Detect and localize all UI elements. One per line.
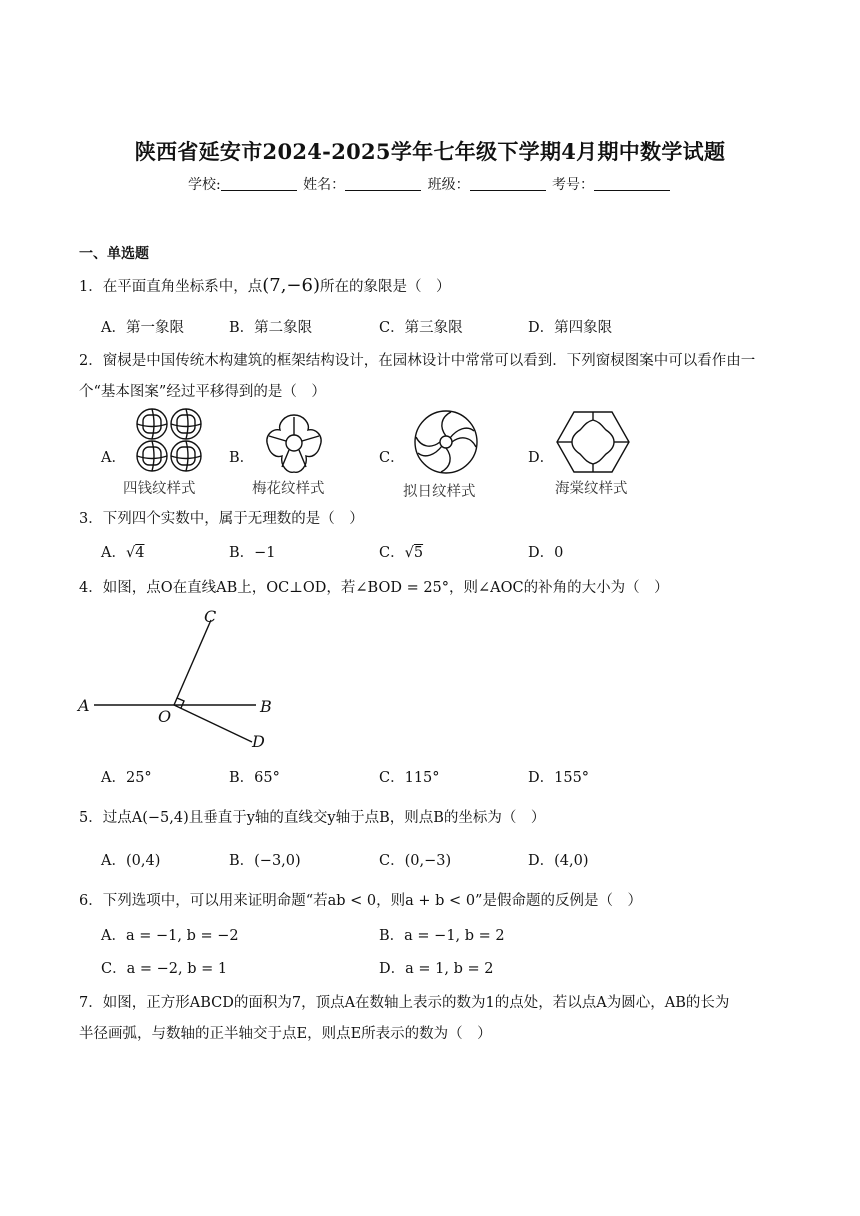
ray-oc	[174, 620, 211, 705]
label-o: O	[158, 707, 172, 726]
label-c: C	[204, 607, 217, 626]
q1-option-c[interactable]: C．第三象限	[379, 320, 463, 336]
name-label: 姓名：	[303, 177, 346, 193]
question-4-stem: 4．如图，点O在直线AB上，OC⊥OD，若∠BOD = 25°，则∠AOC的补角的大小为（ ）	[79, 580, 669, 596]
q2-caption-c: 拟日纹样式	[403, 484, 476, 500]
q3-option-a[interactable]	[101, 541, 144, 562]
question-2-line1: 2．窗棂是中国传统木构建筑的框架结构设计，在园林设计中常常可以看到．下列窗棂图案中可以看作由一	[79, 353, 756, 369]
q3-option-d[interactable]	[528, 541, 563, 562]
page-title: 陕西省延安市2024-2025学年七年级下学期4月期中数学试题	[134, 139, 726, 164]
q5-option-b[interactable]: B．(−3,0)	[229, 853, 301, 869]
q3-option-a-letter: A．	[101, 545, 126, 561]
q6-option-b[interactable]: B．a = −1, b = 2	[379, 928, 505, 944]
q1-option-a[interactable]: A．第一象限	[101, 320, 184, 336]
name-blank	[345, 176, 421, 191]
q1-text-a: 1．在平面直角坐标系中，点	[79, 279, 263, 295]
q3-option-c-value: 5	[413, 545, 424, 561]
section-heading: 一、单选题	[79, 246, 149, 262]
q2-caption-d: 海棠纹样式	[555, 481, 628, 497]
q4-geometry-figure	[76, 604, 276, 754]
label-a: A	[78, 696, 90, 715]
q3-option-b-letter: B．	[229, 545, 255, 561]
q2-caption-b: 梅花纹样式	[252, 481, 325, 497]
sun-like-pattern-icon	[413, 409, 479, 475]
q6-option-a[interactable]: A．a = −1, b = −2	[101, 928, 239, 944]
q4-option-a[interactable]: A．25°	[101, 770, 152, 786]
ray-od	[174, 705, 252, 742]
question-7-line1: 7．如图，正方形ABCD的面积为7，顶点A在数轴上表示的数为1的点处，若以点A为圆心，AB的长为	[79, 995, 730, 1011]
q1-text-b: 所在的象限是（ ）	[320, 279, 451, 295]
sqrt-icon: √	[125, 545, 136, 561]
q3-option-b-value: −1	[254, 545, 276, 561]
q3-option-d-value: 0	[554, 545, 564, 561]
q2-option-b[interactable]: B．	[229, 450, 255, 466]
student-info-line	[0, 174, 860, 194]
q2-caption-a: 四钱纹样式	[123, 481, 196, 497]
q3-option-c[interactable]	[379, 541, 423, 562]
q3-option-a-value: 4	[135, 545, 145, 561]
school-blank	[221, 176, 297, 191]
q4-option-b[interactable]: B．65°	[229, 770, 280, 786]
class-label: 班级：	[427, 177, 470, 193]
four-coins-pattern-icon	[134, 407, 206, 473]
question-6-stem: 6．下列选项中，可以用来证明命题“若ab < 0，则a + b < 0”是假命题的反例是（ ）	[79, 893, 642, 909]
plum-blossom-pattern-icon	[262, 412, 326, 476]
question-7-line2: 半径画弧，与数轴的正半轴交于点E，则点E所表示的数为（ ）	[79, 1026, 492, 1042]
q5-option-c[interactable]: C．(0,−3)	[379, 853, 452, 869]
q4-option-d[interactable]: D．155°	[528, 770, 590, 786]
q3-option-b[interactable]	[229, 541, 276, 562]
question-5-stem: 5．过点A(−5,4)且垂直于y轴的直线交y轴于点B，则点B的坐标为（ ）	[79, 810, 546, 826]
q2-option-d[interactable]: D．	[528, 450, 555, 466]
q2-option-a[interactable]: A．	[101, 450, 126, 466]
number-blank	[594, 176, 670, 191]
question-3-stem: 3．下列四个实数中，属于无理数的是（ ）	[79, 511, 364, 527]
school-label: 学校:	[187, 177, 221, 193]
q3-option-c-letter: C．	[379, 545, 405, 561]
class-blank	[470, 176, 546, 191]
q5-option-a[interactable]: A．(0,4)	[101, 853, 161, 869]
number-label: 考号：	[552, 177, 595, 193]
label-b: B	[260, 697, 272, 716]
q5-option-d[interactable]: D．(4,0)	[528, 853, 589, 869]
q6-option-c[interactable]: C．a = −2, b = 1	[101, 961, 228, 977]
q1-point: (7,−6)	[262, 275, 320, 296]
sqrt-icon: √	[404, 545, 414, 561]
q1-option-b[interactable]: B．第二象限	[229, 320, 313, 336]
q6-option-d[interactable]: D．a = 1, b = 2	[379, 961, 494, 977]
q3-option-d-letter: D．	[528, 545, 555, 561]
begonia-pattern-icon	[556, 410, 630, 474]
label-d: D	[252, 732, 265, 751]
q2-option-c[interactable]: C．	[379, 450, 405, 466]
q1-option-d[interactable]: D．第四象限	[528, 320, 613, 336]
question-2-line2: 个“基本图案”经过平移得到的是（ ）	[79, 384, 326, 400]
q4-option-c[interactable]: C．115°	[379, 770, 440, 786]
question-1-stem	[79, 275, 451, 296]
